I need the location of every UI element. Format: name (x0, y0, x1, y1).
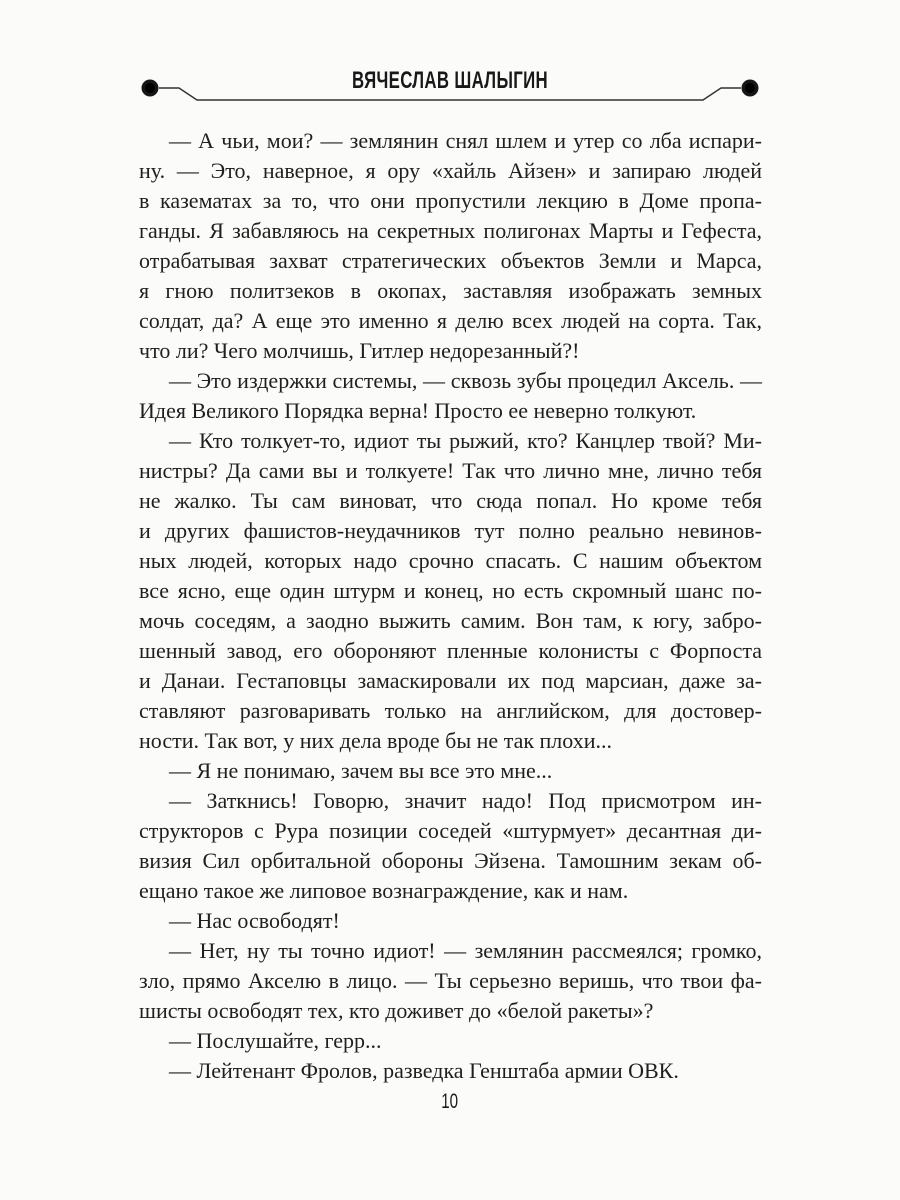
paragraph (139, 426, 762, 756)
text-line: все ясно, еще один штурм и конец, но есть скромный шанс по- (139, 578, 762, 603)
text-line: — Послушайте, герр... (169, 1028, 382, 1053)
text-line: я гною политзеков в окопах, заставляя изображать земных (139, 278, 762, 303)
paragraph (139, 756, 762, 786)
paragraph (139, 126, 762, 366)
text-line: ещано такое же липовое вознаграждение, как и нам. (139, 878, 629, 903)
text-line: ну. — Это, наверное, я ору «хайль Айзен» и запираю людей (139, 158, 762, 183)
text-line: ных людей, которых надо срочно спасать. С нашим объектом (139, 548, 762, 573)
running-head-author (0, 68, 900, 94)
text-line: ставляют разговаривать только на английском, для достовер- (139, 698, 762, 723)
text-line: — Заткнись! Говорю, значит надо! Под присмотром ин- (169, 788, 762, 813)
text-line: Идея Великого Порядка верна! Просто ее неверно толкуют. (139, 398, 697, 423)
paragraph (139, 1026, 762, 1056)
text-line: отрабатывая захват стратегических объектов Земли и Марса, (139, 248, 762, 273)
text-line: структоров с Рура позиции соседей «штурмует» десантная ди- (139, 818, 762, 843)
text-line: — Это издержки системы, — сквозь зубы процедил Аксель. — (169, 368, 762, 393)
text-line: мочь соседям, а заодно выжить самим. Вон там, к югу, забро- (139, 608, 762, 633)
text-line: — Нас освободят! (169, 908, 340, 933)
text-line: шенный завод, его обороняют пленные колонисты с Форпоста (139, 638, 762, 663)
text-line: ганды. Я забавляюсь на секретных полигонах Марты и Гефеста, (139, 218, 762, 243)
text-block (139, 126, 762, 1086)
running-head-author-text: ВЯЧЕСЛАВ ШАЛЫГИН (351, 67, 549, 94)
text-line: ности. Так вот, у них дела вроде бы не так плохи... (139, 728, 613, 753)
paragraph (139, 366, 762, 426)
paragraph (139, 906, 762, 936)
text-line: не жалко. Ты сам виноват, что сюда попал. Но кроме тебя (139, 488, 762, 513)
paragraph (139, 786, 762, 906)
paragraph (139, 1056, 762, 1086)
text-line: что ли? Чего молчишь, Гитлер недорезанный?! (139, 338, 580, 363)
paragraph (139, 936, 762, 1026)
text-line: нистры? Да сами вы и толкуете! Так что лично мне, лично тебя (139, 458, 762, 483)
text-line: — А чьи, мои? — землянин снял шлем и утер со лба испари- (169, 128, 762, 153)
text-line: шисты освободят тех, кто доживет до «белой ракеты»? (139, 998, 654, 1023)
text-line: — Я не понимаю, зачем вы все это мне... (169, 758, 553, 783)
text-line: солдат, да? А еще это именно я делю всех людей на сорта. Так, (139, 308, 762, 333)
page-number-text: 10 (441, 1090, 459, 1113)
text-line: — Лейтенант Фролов, разведка Генштаба армии ОВК. (169, 1058, 679, 1083)
text-line: в казематах за то, что они пропустили лекцию в Доме пропа- (139, 188, 762, 213)
text-line: зло, прямо Акселю в лицо. — Ты серьезно веришь, что твои фа- (139, 968, 762, 993)
text-line: и других фашистов-неудачников тут полно реально невинов- (139, 518, 762, 543)
text-line: — Кто толкует-то, идиот ты рыжий, кто? Канцлер твой? Ми- (169, 428, 762, 453)
text-line: визия Сил орбитальной обороны Эйзена. Тамошним зекам об- (139, 848, 762, 873)
page-number (0, 1090, 900, 1114)
text-line: и Данаи. Гестаповцы замаскировали их под марсиан, даже за- (139, 668, 762, 693)
text-line: — Нет, ну ты точно идиот! — землянин рассмеялся; громко, (169, 938, 762, 963)
